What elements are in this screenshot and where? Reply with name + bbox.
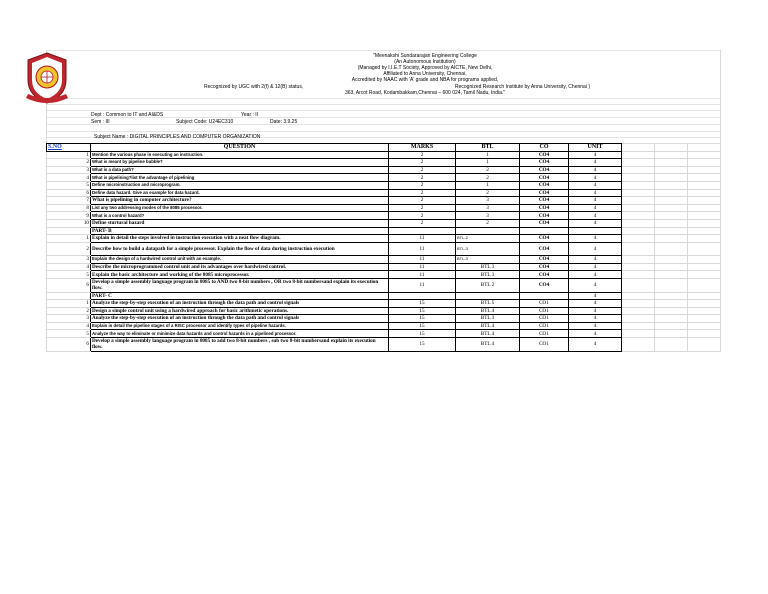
question-marks: 15 bbox=[389, 300, 456, 308]
question-marks: 11 bbox=[389, 242, 456, 256]
blank-cell bbox=[688, 151, 721, 159]
question-unit: 4 bbox=[569, 315, 622, 323]
question-unit: 4 bbox=[569, 151, 622, 159]
question-marks: 2 bbox=[389, 151, 456, 159]
blank-cell bbox=[655, 189, 688, 197]
blank-cell bbox=[688, 263, 721, 271]
blank-cell bbox=[655, 292, 688, 300]
blank-cell bbox=[622, 338, 655, 352]
question-marks: 2 bbox=[389, 204, 456, 212]
blank-cell bbox=[688, 235, 721, 243]
blank-cell bbox=[622, 204, 655, 212]
blank-cell bbox=[688, 189, 721, 197]
question-co: CO4 bbox=[520, 235, 569, 243]
question-unit: 4 bbox=[569, 256, 622, 264]
question-row bbox=[47, 242, 721, 256]
college-line-4: Accredited by NAAC with 'A' grade and NBA for programs applied, bbox=[351, 77, 499, 83]
question-co: CO4 bbox=[520, 151, 569, 159]
question-co: CO4 bbox=[520, 263, 569, 271]
question-row bbox=[47, 174, 721, 182]
question-number: 3 bbox=[47, 166, 91, 174]
question-unit: 4 bbox=[569, 242, 622, 256]
part-btl-cell bbox=[456, 227, 520, 235]
question-btl: 3 bbox=[456, 204, 520, 212]
question-text: Describe the microprogrammed control unit and its advantages over hardwired control. bbox=[91, 263, 389, 271]
question-btl: BTL-3 bbox=[456, 256, 520, 264]
question-unit: 4 bbox=[569, 271, 622, 279]
question-unit: 4 bbox=[569, 174, 622, 182]
question-btl: BTL 4 bbox=[456, 307, 520, 315]
question-co: CO1 bbox=[520, 338, 569, 352]
question-row bbox=[47, 307, 721, 315]
question-co: CO1 bbox=[520, 300, 569, 308]
blank-cell bbox=[655, 227, 688, 235]
blank-cell bbox=[622, 227, 655, 235]
blank-cell bbox=[622, 242, 655, 256]
question-co: CO4 bbox=[520, 279, 569, 293]
question-unit: 4 bbox=[569, 212, 622, 220]
question-marks: 11 bbox=[389, 279, 456, 293]
question-marks: 11 bbox=[389, 271, 456, 279]
blank-cell bbox=[688, 212, 721, 220]
question-number: 1 bbox=[47, 300, 91, 308]
blank-cell bbox=[688, 197, 721, 205]
blank-cell bbox=[622, 322, 655, 330]
question-row bbox=[47, 212, 721, 220]
question-unit: 4 bbox=[569, 181, 622, 189]
research-institute: Recognized Research Institute by Anna University, Chennai ) bbox=[455, 84, 590, 90]
college-address: 363, Arcot Road, Kodambakkam,Chennai – 600 024, Tamil Nadu, India." bbox=[344, 90, 506, 96]
question-text: What is a control hazard? bbox=[91, 212, 389, 220]
blank-cell bbox=[688, 181, 721, 189]
question-number: 4 bbox=[47, 322, 91, 330]
blank-cell bbox=[688, 271, 721, 279]
blank-cell bbox=[622, 159, 655, 167]
blank-cell bbox=[655, 279, 688, 293]
blank-cell bbox=[688, 307, 721, 315]
blank-cell bbox=[688, 204, 721, 212]
question-text: Describe how to build a datapath for a simple processor. Explain the flow of data during instruction execution bbox=[91, 242, 389, 256]
blank-cell bbox=[655, 315, 688, 323]
question-unit: 4 bbox=[569, 219, 622, 227]
part-co-cell bbox=[520, 292, 569, 300]
question-text: Develop a simple assembly language program in 8085 to add two 8-bit numbers , sub two 8-bit numbersand explain its execution flow. bbox=[91, 338, 389, 352]
question-unit: 4 bbox=[569, 166, 622, 174]
question-co: CO4 bbox=[520, 189, 569, 197]
question-co: CO4 bbox=[520, 204, 569, 212]
part-co-cell bbox=[520, 227, 569, 235]
question-number: 2 bbox=[47, 159, 91, 167]
part-heading: PART- B bbox=[91, 227, 389, 235]
sno-header[interactable]: S.NO bbox=[47, 144, 91, 152]
blank-cell bbox=[622, 189, 655, 197]
question-marks: 15 bbox=[389, 315, 456, 323]
blank-cell bbox=[688, 292, 721, 300]
question-co: CO4 bbox=[520, 212, 569, 220]
question-co: CO1 bbox=[520, 322, 569, 330]
blank-cell bbox=[655, 338, 688, 352]
question-number: 5 bbox=[47, 181, 91, 189]
question-number: 6 bbox=[47, 338, 91, 352]
blank-cell bbox=[622, 235, 655, 243]
question-btl: BTL-3 bbox=[456, 242, 520, 256]
question-number: 8 bbox=[47, 204, 91, 212]
question-header: QUESTION bbox=[91, 144, 389, 152]
question-row bbox=[47, 300, 721, 308]
question-table bbox=[46, 143, 721, 352]
question-btl: 3 bbox=[456, 197, 520, 205]
blank-cell bbox=[655, 256, 688, 264]
subject-name: Subject Name : DIGITAL PRINCIPLES AND COMPUTER ORGANIZATION bbox=[94, 134, 261, 140]
question-co: CO1 bbox=[520, 307, 569, 315]
question-marks: 2 bbox=[389, 174, 456, 182]
question-marks: 11 bbox=[389, 263, 456, 271]
question-text: Explain the design of a hardwired control unit with an example. bbox=[91, 256, 389, 264]
question-btl: BTL 3 bbox=[456, 271, 520, 279]
blank-cell bbox=[655, 166, 688, 174]
question-number: 3 bbox=[47, 256, 91, 264]
blank-cell bbox=[688, 330, 721, 338]
question-row bbox=[47, 204, 721, 212]
question-unit: 4 bbox=[569, 300, 622, 308]
question-co: CO4 bbox=[520, 181, 569, 189]
question-text: Explain the basic architecture and working of the 8085 microprocessor. bbox=[91, 271, 389, 279]
blank-cell bbox=[688, 166, 721, 174]
blank-cell bbox=[655, 197, 688, 205]
question-co: CO4 bbox=[520, 256, 569, 264]
blank-cell bbox=[688, 338, 721, 352]
question-number: 10 bbox=[47, 219, 91, 227]
part-heading-row bbox=[47, 292, 721, 300]
question-row bbox=[47, 263, 721, 271]
question-row bbox=[47, 189, 721, 197]
question-marks: 15 bbox=[389, 330, 456, 338]
blank-cell bbox=[688, 315, 721, 323]
question-number: 9 bbox=[47, 212, 91, 220]
question-btl: BTL 3 bbox=[456, 315, 520, 323]
question-number: 2 bbox=[47, 307, 91, 315]
question-co: CO4 bbox=[520, 271, 569, 279]
blank-cell bbox=[655, 219, 688, 227]
ugc-status: Recognized by UGC with 2(f) & 12(B) status, bbox=[204, 84, 304, 90]
exam-date: Date: 3.9.25 bbox=[270, 119, 298, 125]
blank-cell bbox=[688, 279, 721, 293]
question-text: Define microinstruction and microprogram. bbox=[91, 181, 389, 189]
blank-cell bbox=[688, 227, 721, 235]
question-unit: 4 bbox=[569, 263, 622, 271]
question-btl: BTL 3 bbox=[456, 263, 520, 271]
question-marks: 2 bbox=[389, 197, 456, 205]
question-unit: 4 bbox=[569, 330, 622, 338]
college-logo-emblem bbox=[22, 50, 72, 106]
question-row bbox=[47, 219, 721, 227]
question-co: CO1 bbox=[520, 330, 569, 338]
blank-cell bbox=[622, 174, 655, 182]
part-number-cell bbox=[47, 227, 91, 235]
question-unit: 4 bbox=[569, 307, 622, 315]
question-unit: 4 bbox=[569, 189, 622, 197]
question-number: 5 bbox=[47, 330, 91, 338]
question-row bbox=[47, 330, 721, 338]
question-btl: BTL 2 bbox=[456, 279, 520, 293]
blank-cell bbox=[688, 174, 721, 182]
part-btl-cell bbox=[456, 292, 520, 300]
question-row bbox=[47, 271, 721, 279]
question-marks: 15 bbox=[389, 307, 456, 315]
blank-cell bbox=[622, 197, 655, 205]
sem-label: Sem : III bbox=[91, 119, 110, 125]
question-btl: 2 bbox=[456, 219, 520, 227]
question-btl: 1 bbox=[456, 159, 520, 167]
blank-cell bbox=[655, 307, 688, 315]
blank-cell bbox=[622, 151, 655, 159]
question-text: List any two addressing modes of the 8085 processor. bbox=[91, 204, 389, 212]
blank-cell bbox=[622, 166, 655, 174]
question-co: CO4 bbox=[520, 197, 569, 205]
question-marks: 2 bbox=[389, 212, 456, 220]
question-btl: 2 bbox=[456, 166, 520, 174]
question-marks: 15 bbox=[389, 322, 456, 330]
blank-cell bbox=[688, 322, 721, 330]
question-row bbox=[47, 315, 721, 323]
dept-label: Dept : Common to IT and AI&DS bbox=[91, 112, 164, 118]
question-text: Define data hazard. Give an example for data hazard. bbox=[91, 189, 389, 197]
question-row bbox=[47, 279, 721, 293]
question-marks: 2 bbox=[389, 219, 456, 227]
blank-cell bbox=[655, 159, 688, 167]
question-text: Analyze the way to eliminate or minimize data hazards and control hazards in a pipelined processor. bbox=[91, 330, 389, 338]
question-marks: 11 bbox=[389, 235, 456, 243]
blank-cell bbox=[622, 330, 655, 338]
question-btl: 2 bbox=[456, 189, 520, 197]
question-text: What is pipelining?list the advantage of pipelining bbox=[91, 174, 389, 182]
blank-cell bbox=[622, 279, 655, 293]
marks-header: MARKS bbox=[389, 144, 456, 152]
blank-cell bbox=[655, 330, 688, 338]
question-btl: BTL-2 bbox=[456, 235, 520, 243]
part-marks-cell bbox=[389, 292, 456, 300]
question-marks: 2 bbox=[389, 189, 456, 197]
question-btl: BTL 5 bbox=[456, 300, 520, 308]
question-row bbox=[47, 235, 721, 243]
part-heading-row bbox=[47, 227, 721, 235]
question-btl: BTL 4 bbox=[456, 330, 520, 338]
question-text: Analyze the step-by-step execution of an instruction through the data path and control signals bbox=[91, 300, 389, 308]
question-row bbox=[47, 322, 721, 330]
blank-cell bbox=[655, 263, 688, 271]
question-marks: 2 bbox=[389, 159, 456, 167]
question-text: Design a simple control unit using a hardwired approach for basic arithmetic operations. bbox=[91, 307, 389, 315]
blank-cell bbox=[688, 300, 721, 308]
blank-cell bbox=[622, 263, 655, 271]
question-unit: 4 bbox=[569, 204, 622, 212]
blank-cell bbox=[655, 212, 688, 220]
part-unit-cell: 4 bbox=[569, 292, 622, 300]
question-number: 6 bbox=[47, 189, 91, 197]
question-marks: 15 bbox=[389, 338, 456, 352]
question-number: 3 bbox=[47, 315, 91, 323]
question-text: Explain in detail the pipeline stages of a RISC processor and identify types of pipeline hazards. bbox=[91, 322, 389, 330]
question-text: Develop a simple assembly language program in 8085 to AND two 8-bit numbers , OR two 8-bit numbersand explain its execution flow. bbox=[91, 279, 389, 293]
blank-cell bbox=[622, 256, 655, 264]
blank-cell bbox=[622, 219, 655, 227]
college-line-2: (Managed by I.I.E.T Society, Approved by AICTE, New Delhi, bbox=[357, 65, 493, 71]
unit-header: UNIT bbox=[569, 144, 622, 152]
question-co: CO1 bbox=[520, 315, 569, 323]
blank-cell bbox=[655, 242, 688, 256]
question-text: Analyze the step-by-step execution of an instruction through the data path and control signals bbox=[91, 315, 389, 323]
question-row bbox=[47, 338, 721, 352]
blank-cell bbox=[688, 159, 721, 167]
question-co: CO4 bbox=[520, 219, 569, 227]
question-co: CO4 bbox=[520, 159, 569, 167]
question-row bbox=[47, 256, 721, 264]
part-number-cell bbox=[47, 292, 91, 300]
question-row bbox=[47, 151, 721, 159]
blank-cell bbox=[622, 315, 655, 323]
question-btl: 3 bbox=[456, 212, 520, 220]
question-number: 4 bbox=[47, 263, 91, 271]
question-unit: 4 bbox=[569, 197, 622, 205]
question-number: 1 bbox=[47, 235, 91, 243]
question-row bbox=[47, 197, 721, 205]
blank-cell bbox=[655, 300, 688, 308]
question-co: CO4 bbox=[520, 166, 569, 174]
blank-cell bbox=[622, 212, 655, 220]
question-number: 4 bbox=[47, 174, 91, 182]
question-number: 6 bbox=[47, 279, 91, 293]
question-row bbox=[47, 159, 721, 167]
question-btl: 2 bbox=[456, 174, 520, 182]
question-unit: 4 bbox=[569, 338, 622, 352]
question-btl: 1 bbox=[456, 151, 520, 159]
blank-cell bbox=[622, 144, 655, 152]
question-unit: 4 bbox=[569, 159, 622, 167]
blank-cell bbox=[688, 219, 721, 227]
part-heading: PART- C bbox=[91, 292, 389, 300]
blank-cell bbox=[622, 271, 655, 279]
question-marks: 11 bbox=[389, 256, 456, 264]
blank-cell bbox=[622, 307, 655, 315]
question-number: 1 bbox=[47, 151, 91, 159]
blank-cell bbox=[688, 242, 721, 256]
blank-cell bbox=[622, 181, 655, 189]
question-text: What is meant by pipeline bubble? bbox=[91, 159, 389, 167]
question-row bbox=[47, 181, 721, 189]
question-text: Mention the various phase in executing an instruction. bbox=[91, 151, 389, 159]
college-line-3: Affiliated to Anna University, Chennai, bbox=[383, 71, 467, 77]
question-btl: 1 bbox=[456, 181, 520, 189]
blank-cell bbox=[655, 174, 688, 182]
question-number: 7 bbox=[47, 197, 91, 205]
question-text: Explain in detail the steps involved in instruction execution with a neat flow diagram. bbox=[91, 235, 389, 243]
blank-cell bbox=[655, 204, 688, 212]
question-text: What is a data path? bbox=[91, 166, 389, 174]
blank-cell bbox=[622, 292, 655, 300]
blank-cell bbox=[655, 322, 688, 330]
question-text: What is pipelining in computer architecture? bbox=[91, 197, 389, 205]
blank-cell bbox=[655, 151, 688, 159]
blank-cell bbox=[688, 256, 721, 264]
college-line-0: "Meenakshi Sundararajan Engineering College bbox=[373, 53, 477, 59]
question-row bbox=[47, 166, 721, 174]
blank-cell bbox=[655, 144, 688, 152]
question-btl: BTL 4 bbox=[456, 322, 520, 330]
blank-cell bbox=[622, 300, 655, 308]
question-unit: 4 bbox=[569, 322, 622, 330]
blank-cell bbox=[655, 181, 688, 189]
part-unit-cell bbox=[569, 227, 622, 235]
question-number: 2 bbox=[47, 242, 91, 256]
question-text: Define sturtural hazard bbox=[91, 219, 389, 227]
btl-header: BTL bbox=[456, 144, 520, 152]
co-header: CO bbox=[520, 144, 569, 152]
blank-cell bbox=[688, 144, 721, 152]
blank-cell bbox=[655, 235, 688, 243]
college-header bbox=[300, 53, 550, 83]
year-label: Year : II bbox=[241, 112, 259, 118]
question-marks: 2 bbox=[389, 181, 456, 189]
question-number: 5 bbox=[47, 271, 91, 279]
table-header-row bbox=[47, 144, 721, 152]
part-marks-cell bbox=[389, 227, 456, 235]
question-co: CO4 bbox=[520, 242, 569, 256]
blank-cell bbox=[655, 271, 688, 279]
subject-code: Subject Code: U24EC310 bbox=[176, 119, 234, 125]
question-co: CO4 bbox=[520, 174, 569, 182]
question-unit: 4 bbox=[569, 235, 622, 243]
question-btl: BTL 4 bbox=[456, 338, 520, 352]
question-marks: 2 bbox=[389, 166, 456, 174]
college-line-1: (An Autonomous Institution) bbox=[394, 59, 456, 65]
question-unit: 4 bbox=[569, 279, 622, 293]
